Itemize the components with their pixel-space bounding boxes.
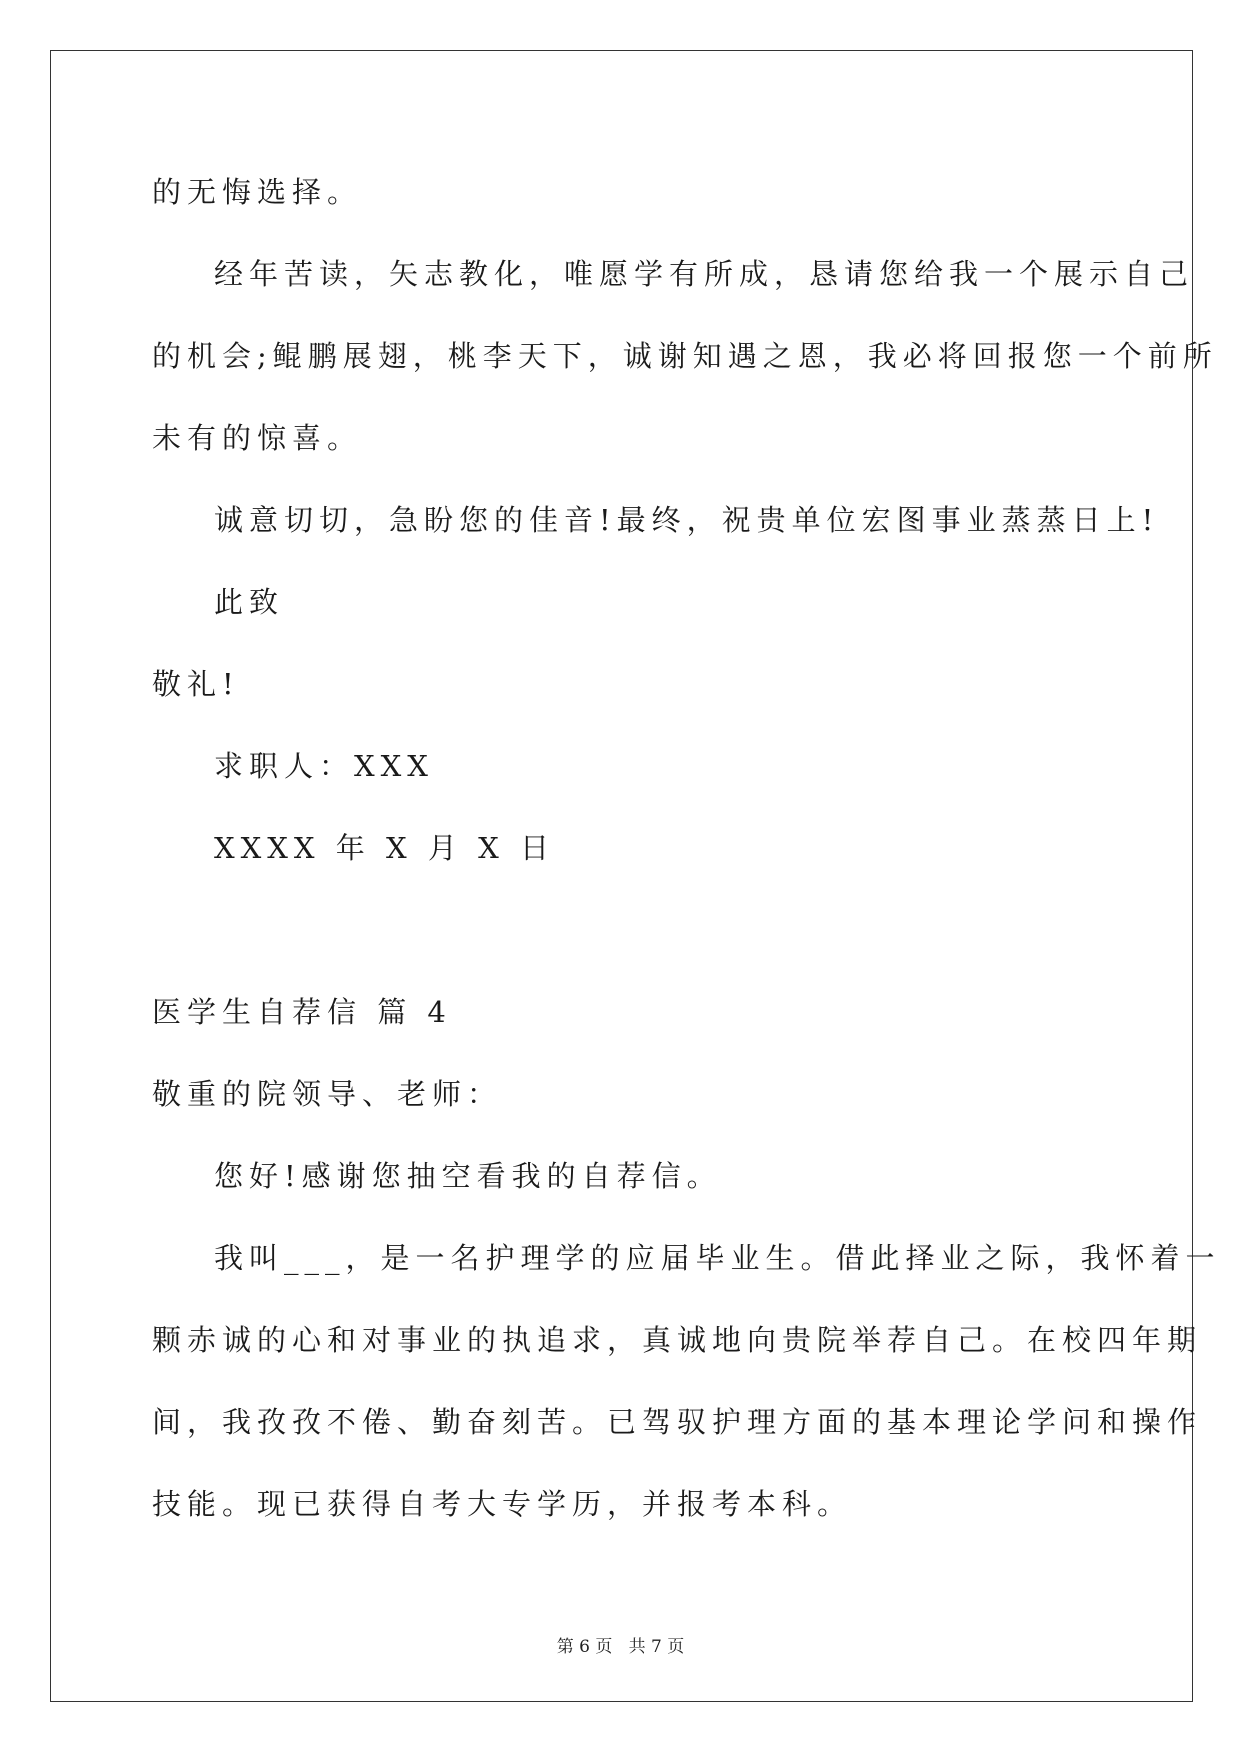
page-footer: 第 6 页 共 7 页 xyxy=(556,1637,685,1657)
paragraph-line: 您好!感谢您抽空看我的自荐信。 xyxy=(214,1159,722,1193)
paragraph-line: 我叫___，是一名护理学的应届毕业生。借此择业之际，我怀着一 xyxy=(214,1241,1221,1275)
paragraph-line: 的机会;鲲鹏展翅，桃李天下，诚谢知遇之恩，我必将回报您一个前所 xyxy=(152,339,1218,373)
closing-salutation: 此致 xyxy=(214,585,285,619)
paragraph-line: 技能。现已获得自考大专学历，并报考本科。 xyxy=(152,1487,853,1521)
page-border xyxy=(50,50,1193,1702)
letter-greeting: 敬重的院领导、老师： xyxy=(152,1077,503,1111)
signature-line: 求职人：XXX xyxy=(214,749,434,783)
closing-regards: 敬礼! xyxy=(152,667,240,701)
paragraph-line: 间，我孜孜不倦、勤奋刻苦。已驾驭护理方面的基本理论学问和操作 xyxy=(152,1405,1203,1439)
section-heading: 医学生自荐信 篇 4 xyxy=(152,995,452,1029)
paragraph-line: 诚意切切，急盼您的佳音!最终，祝贵单位宏图事业蒸蒸日上! xyxy=(214,503,1160,537)
paragraph-line: 未有的惊喜。 xyxy=(152,421,363,455)
paragraph-line: 颗赤诚的心和对事业的执追求，真诚地向贵院举荐自己。在校四年期 xyxy=(152,1323,1203,1357)
date-line: XXXX 年 X 月 X 日 xyxy=(214,831,555,865)
paragraph-line: 的无悔选择。 xyxy=(152,175,363,209)
paragraph-line: 经年苦读，矢志教化，唯愿学有所成，恳请您给我一个展示自己 xyxy=(214,257,1195,291)
